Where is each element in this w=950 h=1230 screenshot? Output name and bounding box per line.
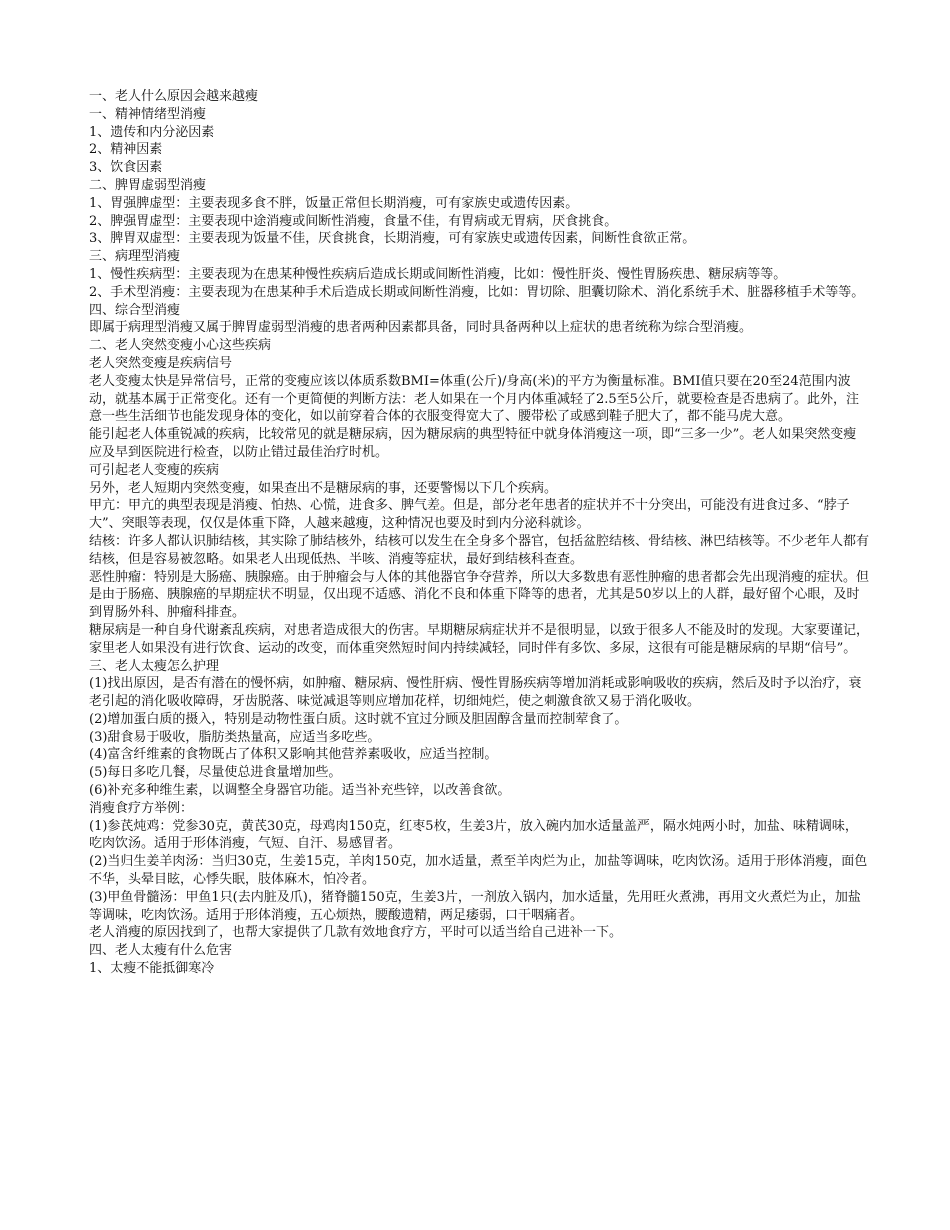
body-paragraph: 糖尿病是一种自身代谢紊乱疾病，对患者造成很大的伤害。早期糖尿病症状并不是很明显，以致于很多人不能及时的发现。大家要谨记，家里老人如果没有进行饮食、运动的改变，而体重突然短时间内持续减轻，同时伴有多饮、多尿，这很有可能是糖尿病的早期“信号”。 <box>89 622 870 656</box>
list-item: 2、手术型消瘦：主要表现为在患某种手术后造成长期或间断性消瘦，比如：胃切除、胆囊切除术、消化系统手术、脏器移植手术等等。 <box>89 284 865 300</box>
list-item: (6)补充多种维生素，以调整全身器官功能。适当补充些锌，以改善食欲。 <box>89 783 511 799</box>
subsection-heading: 可引起老人变瘦的疾病 <box>89 462 220 478</box>
list-item: 1、慢性疾病型：主要表现为在患某种慢性疾病后造成长期或间断性消瘦，比如：慢性肝炎、慢性胃肠疾患、糖尿病等等。 <box>89 266 787 282</box>
section-heading: 四、老人太瘦有什么危害 <box>89 943 233 959</box>
section-heading: 三、老人太瘦怎么护理 <box>89 658 220 674</box>
subsection-heading: 四、综合型消瘦 <box>89 302 181 318</box>
body-paragraph: 老人变瘦太快是异常信号，正常的变瘦应该以体质系数BMI=体重(公斤)/身高(米)的平方为衡量标准。BMI值只要在20至24范围内波动，就基本属于正常变化。还有一个更简便的判断方法：老人如果在一个月内体重减轻了2.5至5公斤，就要检查是否患病了。此外，注意一些生活细节也能发现身体的变化，如以前穿着合体的衣服变得宽大了、腰带松了或感到鞋子肥大了，都不能马虎大意。 <box>89 373 859 425</box>
list-item: 1、太瘦不能抵御寒冷 <box>89 961 215 977</box>
subsection-heading: 一、精神情绪型消瘦 <box>89 106 207 122</box>
body-paragraph: 能引起老人体重锐减的疾病，比较常见的就是糖尿病，因为糖尿病的典型特征中就身体消瘦这一项，即“三多一少”。老人如果突然变瘦应及早到医院进行检查，以防止错过最佳治疗时机。 <box>89 427 857 460</box>
list-item: (1)参芪炖鸡：党参30克，黄芪30克，母鸡肉150克，红枣5枚，生姜3片，放入碗内加水适量盖严，隔水炖两小时，加盐、味精调味，吃肉饮汤。适用于形体消瘦，气短、自汗、易感冒者。 <box>89 818 858 852</box>
body-paragraph: 甲亢：甲亢的典型表现是消瘦、怕热、心慌，进食多、脾气差。但是，部分老年患者的症状并不十分突出，可能没有进食过多、“脖子大”、突眼等表现，仅仅是体重下降，人越来越瘦，这种情况也要及时到内分泌科就诊。 <box>89 498 850 532</box>
section-heading: 二、老人突然变瘦小心这些疾病 <box>89 338 272 354</box>
list-item: 2、脾强胃虚型：主要表现中途消瘦或间断性消瘦，食量不佳，有胃病或无胃病，厌食挑食。 <box>89 213 618 229</box>
list-item: (3)甲鱼骨髓汤：甲鱼1只(去内脏及爪)，猪脊髓150克，生姜3片，一剂放入锅内，加水适量，先用旺火煮沸，再用文火煮烂为止，加盐等调味，吃肉饮汤。适用于形体消瘦，五心烦热，腰酸遗精，两足痿弱，口干咽痛者。 <box>89 889 861 923</box>
subsection-heading: 老人突然变瘦是疾病信号 <box>89 355 233 371</box>
body-paragraph: 结核：许多人都认识肺结核，其实除了肺结核外，结核可以发生在全身多个器官，包括盆腔结核、骨结核、淋巴结核等。不少老年人都有结核，但是容易被忽略。如果老人出现低热、半咳、消瘦等症状，最好到结核科查查。 <box>89 533 870 567</box>
list-item: 3、饮食因素 <box>89 160 163 176</box>
list-item: 2、精神因素 <box>89 142 163 158</box>
list-item: (4)富含纤维素的食物既占了体积又影响其他营养素吸收，应适当控制。 <box>89 747 498 763</box>
list-item: (5)每日多吃几餐，尽量使总进食量增加些。 <box>89 765 342 781</box>
document-body <box>89 88 869 978</box>
body-paragraph: 即属于病理型消瘦又属于脾胃虚弱型消瘦的患者两种因素都具备，同时具备两种以上症状的患者统称为综合型消瘦。 <box>89 320 753 336</box>
body-paragraph: 另外，老人短期内突然变瘦，如果查出不是糖尿病的事，还要警惕以下几个疾病。 <box>89 480 558 496</box>
list-item: (3)甜食易于吸收，脂肪类热量高，应适当多吃些。 <box>89 729 381 745</box>
list-item: 1、胃强脾虚型：主要表现多食不胖，饭量正常但长期消瘦，可有家族史或遗传因素。 <box>89 195 579 211</box>
list-item: (2)增加蛋白质的摄入，特别是动物性蛋白质。这时就不宜过分顾及胆固醇含量而控制荤食了。 <box>89 711 628 727</box>
list-item: 1、遗传和内分泌因素 <box>89 124 215 140</box>
subsection-heading: 消瘦食疗方举例： <box>89 800 194 816</box>
body-paragraph: 老人消瘦的原因找到了，也帮大家提供了几款有效地食疗方，平时可以适当给自己进补一下。 <box>89 925 623 941</box>
section-heading: 一、老人什么原因会越来越瘦 <box>89 89 259 104</box>
list-item: (2)当归生姜羊肉汤：当归30克，生姜15克，羊肉150克，加水适量，煮至羊肉烂为止，加盐等调味，吃肉饮汤。适用于形体消瘦，面色不华，头晕目眩，心悸失眠，肢体麻木，怕冷者。 <box>89 854 868 888</box>
list-item: (1)找出原因，是否有潜在的慢怀病，如肿瘤、糖尿病、慢性肝病、慢性胃肠疾病等增加消耗或影响吸收的疾病，然后及时予以治疗，衰老引起的消化吸收障碍，牙齿脱落、味觉减退等则应增加花样，切细炖烂，使之刺激食欲又易于消化吸收。 <box>89 676 862 710</box>
body-paragraph: 恶性肿瘤：特别是大肠癌、胰腺癌。由于肿瘤会与人体的其他器官争夺营养，所以大多数患有恶性肿瘤的患者都会先出现消瘦的症状。但是由于肠癌、胰腺癌的早期症状不明显，仅出现不适感、消化不良和体重下降等的患者，尤其是50岁以上的人群，最好留个心眼，及时到胃肠外科、肿瘤科排查。 <box>89 569 870 621</box>
subsection-heading: 三、病理型消瘦 <box>89 249 181 265</box>
subsection-heading: 二、脾胃虚弱型消瘦 <box>89 177 207 193</box>
list-item: 3、脾胃双虚型：主要表现为饭量不佳，厌食挑食，长期消瘦，可有家族史或遗传因素，间断性食欲正常。 <box>89 231 696 247</box>
